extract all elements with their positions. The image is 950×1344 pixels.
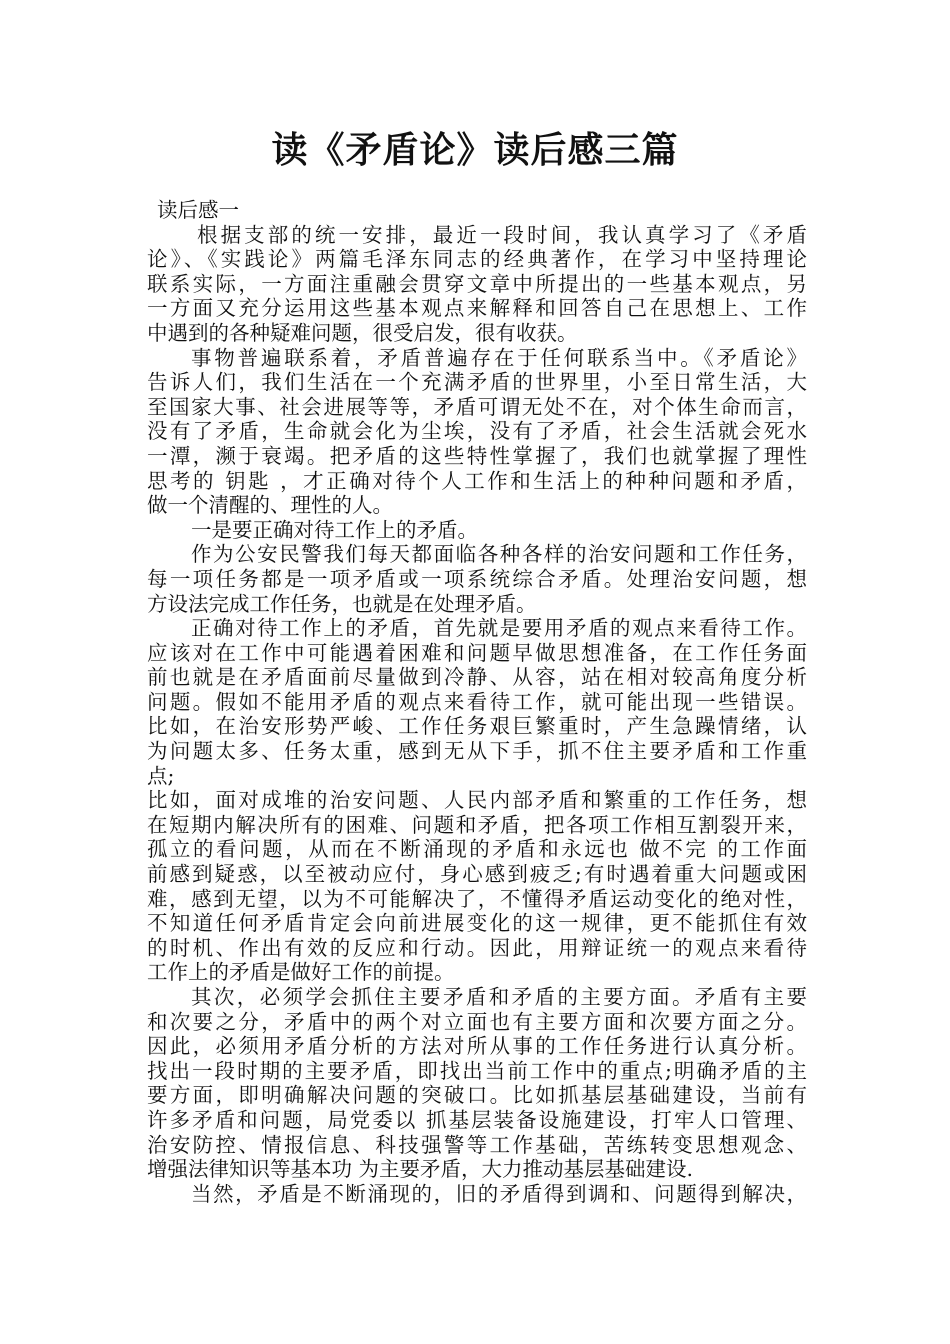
paragraph-line: 一潭，濒于衰竭。把矛盾的这些特性掌握了，我们也就掌握了理性 — [147, 443, 807, 468]
paragraph-line: 事物普遍联系着，矛盾普遍存在于任何联系当中。《矛盾论》 — [191, 345, 807, 370]
paragraph-line: 治安防控、情报信息、科技强警等工作基础，苦练转变思想观念、 — [147, 1132, 807, 1157]
paragraph-line: 根据支部的统一安排，最近一段时间，我认真学习了《矛盾 — [197, 222, 807, 247]
paragraph-line: 在短期内解决所有的困难、问题和矛盾，把各项工作相互割裂开来， — [147, 812, 807, 837]
document-body — [147, 198, 807, 1206]
paragraph-line: 前也就是在矛盾面前尽量做到冷静、从容，站在相对较高角度分析 — [147, 665, 807, 690]
paragraph-line: 方设法完成工作任务，也就是在处理矛盾。 — [147, 591, 537, 616]
paragraph-line: 中遇到的各种疑难问题，很受启发，很有收获。 — [147, 320, 578, 345]
paragraph-line: 找出一段时期的主要矛盾，即找出当前工作中的重点;明确矛盾的主 — [147, 1058, 807, 1083]
paragraph-line: 点; — [147, 763, 175, 788]
paragraph-line: 难，感到无望，以为不可能解决了，不懂得矛盾运动变化的绝对性， — [147, 886, 807, 911]
paragraph-line: 一是要正确对待工作上的矛盾。 — [191, 517, 478, 542]
paragraph-line: 因此，必须用矛盾分析的方法对所从事的工作任务进行认真分析。 — [147, 1034, 807, 1059]
paragraph-line: 告诉人们，我们生活在一个充满矛盾的世界里，小至日常生活，大 — [147, 370, 807, 395]
section-heading: 读后感一 — [157, 198, 239, 222]
paragraph-line: 的时机、作出有效的反应和行动。因此，用辩证统一的观点来看待 — [147, 935, 807, 960]
paragraph-line: 比如，面对成堆的治安问题、人民内部矛盾和繁重的工作任务，想 — [147, 788, 807, 813]
paragraph-line: 和次要之分，矛盾中的两个对立面也有主要方面和次要方面之分。 — [147, 1009, 807, 1034]
paragraph-line: 问题。假如不能用矛盾的观点来看待工作，就可能出现一些错误。 — [147, 689, 807, 714]
paragraph-line: 许多矛盾和问题，局党委以 抓基层装备设施建设，打牢人口管理、 — [147, 1107, 807, 1132]
paragraph-line: 正确对待工作上的矛盾，首先就是要用矛盾的观点来看待工作。 — [191, 616, 807, 641]
paragraph-line: 增强法律知识等基本功 为主要矛盾，大力推动基层基础建设. — [147, 1157, 694, 1182]
paragraph-line: 前感到疑惑，以至被动应付，身心感到疲乏;有时遇着重大问题或困 — [147, 862, 807, 887]
paragraph-line: 应该对在工作中可能遇着困难和问题早做思想准备，在工作任务面 — [147, 640, 807, 665]
paragraph-line: 作为公安民警我们每天都面临各种各样的治安问题和工作任务， — [191, 542, 807, 567]
paragraph-line: 每一项任务都是一项矛盾或一项系统综合矛盾。处理治安问题，想 — [147, 566, 807, 591]
paragraph-line: 要方面，即明确解决问题的突破口。比如抓基层基础建设，当前有 — [147, 1083, 807, 1108]
paragraph-line: 为问题太多、任务太重，感到无从下手，抓不住主要矛盾和工作重 — [147, 739, 807, 764]
paragraph-line: 不知道任何矛盾肯定会向前进展变化的这一规律，更不能抓住有效 — [147, 911, 807, 936]
paragraph-line: 论》、《实践论》两篇毛泽东同志的经典著作，在学习中坚持理论 — [147, 247, 807, 272]
paragraph-line: 没有了矛盾，生命就会化为尘埃，没有了矛盾，社会生活就会死水 — [147, 419, 807, 444]
paragraph-line: 其次，必须学会抓住主要矛盾和矛盾的主要方面。矛盾有主要 — [191, 985, 807, 1009]
paragraph-line: 一方面又充分运用这些基本观点来解释和回答自己在思想上、工作 — [147, 296, 807, 321]
paragraph-line: 做一个清醒的、理性的人。 — [147, 493, 393, 518]
paragraph-line: 至国家大事、社会进展等等，矛盾可谓无处不在，对个体生命而言， — [147, 394, 807, 419]
document-title: 读《矛盾论》读后感三篇 — [271, 130, 679, 171]
paragraph-line: 工作上的矛盾是做好工作的前提。 — [147, 960, 455, 985]
paragraph-line: 当然，矛盾是不断涌现的，旧的矛盾得到调和、问题得到解决， — [191, 1181, 807, 1206]
paragraph-line: 联系实际，一方面注重融会贯穿文章中所提出的一些基本观点，另 — [147, 271, 807, 296]
paragraph-line: 思考的 钥匙 ，才正确对待个人工作和生活上的种种问题和矛盾， — [147, 468, 807, 493]
paragraph-line: 孤立的看问题，从而在不断涌现的矛盾和永远也 做不完 的工作面 — [147, 837, 807, 862]
paragraph-line: 比如，在治安形势严峻、工作任务艰巨繁重时，产生急躁情绪，认 — [147, 714, 807, 739]
